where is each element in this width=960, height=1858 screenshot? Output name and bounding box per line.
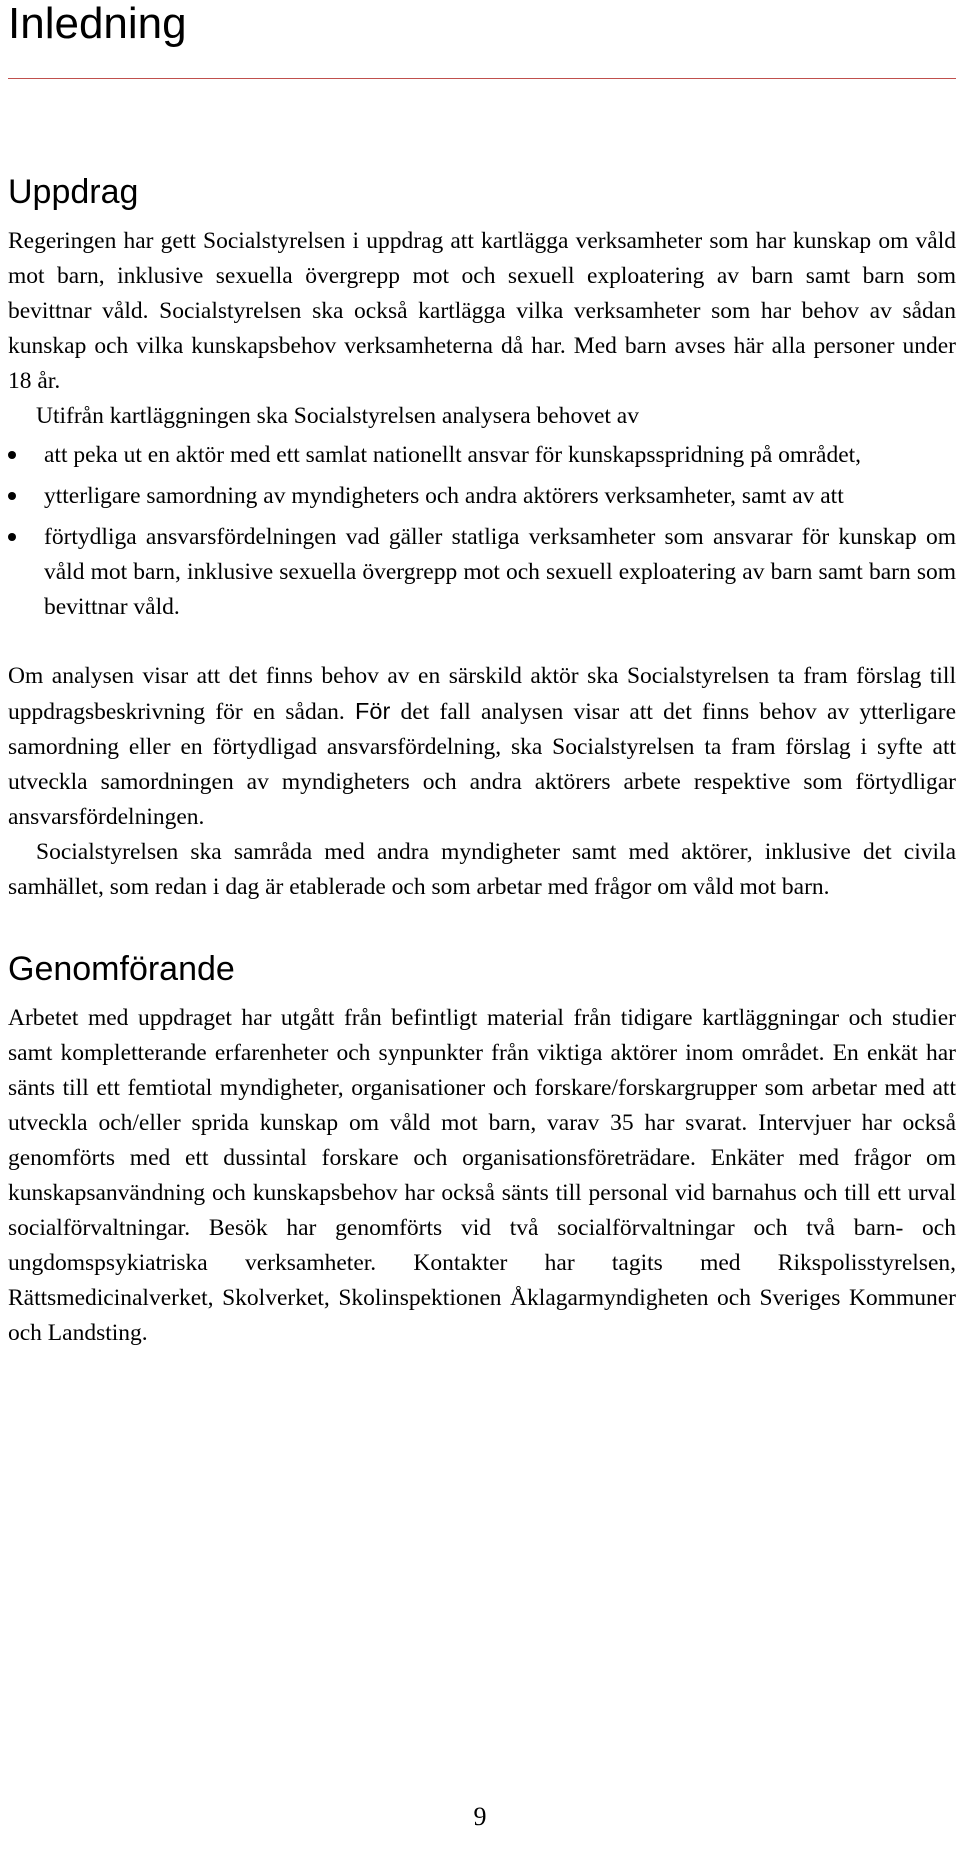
bullet-text: ytterligare samordning av myndigheters och andra aktörers verksamheter, samt av att (44, 483, 844, 509)
uppdrag-paragraph-1: Regeringen har gett Socialstyrelsen i uppdrag att kartlägga verksamheter som har kunskap om våld mot barn, inklusive sexuella övergrepp mot och sexuell exploatering av barn samt barn som bevittnar våld. Socialstyrelsen ska också kartlägga vilka verksamheter som har behov av sådan kunskap och vilka kunskapsbehov verksamheterna då har. Med barn avses här alla personer under 18 år. (8, 228, 956, 394)
page-number: 9 (473, 1802, 487, 1831)
uppdrag-paragraph-3 (8, 659, 956, 835)
chapter-title: Inledning (8, 0, 187, 48)
bullet-text: att peka ut en aktör med ett samlat nationellt ansvar för kunskapsspridning på området, (44, 442, 862, 468)
paragraph-3-part-c: det fall analysen visar att det finns behov av ytterligare samordning eller en förtydligad ansvarsfördelning, ska Socialstyrelsen ta fram förslag i syfte att utveckla samordningen av myndigheters och andra aktörers arbete respektive som förtydligar ansvarsfördelningen. (8, 699, 956, 830)
bullet-icon (8, 533, 16, 541)
section-heading-genomforande: Genomförande (8, 950, 235, 988)
bullet-list (8, 438, 956, 625)
bullet-icon (8, 492, 16, 500)
paragraph-3-part-b: För (355, 698, 391, 724)
list-item (8, 438, 956, 473)
uppdrag-paragraph-2: Utifrån kartläggningen ska Socialstyrelsen analysera behovet av (36, 403, 639, 429)
bullet-text: förtydliga ansvarsfördelningen vad gäller statliga verksamheter som ansvarar för kunskap om våld mot barn, inklusive sexuella övergrepp mot och sexuell exploatering av barn samt barn som bevittnar våld. (44, 524, 956, 620)
spacer (8, 54, 956, 172)
paragraph-3-part-a: Om analysen visar att det finns behov av en särskild aktör ska Socialstyrelsen ta fram förslag till uppdragsbeskrivning för en sådan. (8, 663, 956, 725)
chapter-divider (8, 78, 956, 79)
section-heading-uppdrag: Uppdrag (8, 173, 139, 211)
uppdrag-paragraph-4: Socialstyrelsen ska samråda med andra myndigheter samt med aktörer, inklusive det civila samhället, som redan i dag är etablerade och som arbetar med frågor om våld mot barn. (8, 839, 956, 900)
list-item (8, 520, 956, 625)
list-item (8, 479, 956, 514)
document-page (8, 0, 956, 1351)
bullet-icon (8, 451, 16, 459)
genomforande-paragraph-1: Arbetet med uppdraget har utgått från befintligt material från tidigare kartläggningar och studier samt kompletterande erfarenheter och synpunkter från viktiga aktörer inom området. En enkät har sänts till ett femtiotal myndigheter, organisationer och forskare/forskargrupper som arbetar med att utveckla och/eller sprida kunskap om våld mot barn, varav 35 har svarat. Intervjuer har också genomförts med ett dussintal forskare och organisationsföreträdare. Enkäter med frågor om kunskapsanvändning och kunskapsbehov har också sänts till personal vid barnahus och till ett urval socialförvaltningar. Besök har genomförts vid två socialförvaltningar och två barn- och ungdomspsykiatriska verksamheter. Kontakter har tagits med Rikspolisstyrelsen, Rättsmedicinalverket, Skolverket, Skolinspektionen Åklagarmyndigheten och Sveriges Kommuner och Landsting. (8, 1005, 956, 1346)
